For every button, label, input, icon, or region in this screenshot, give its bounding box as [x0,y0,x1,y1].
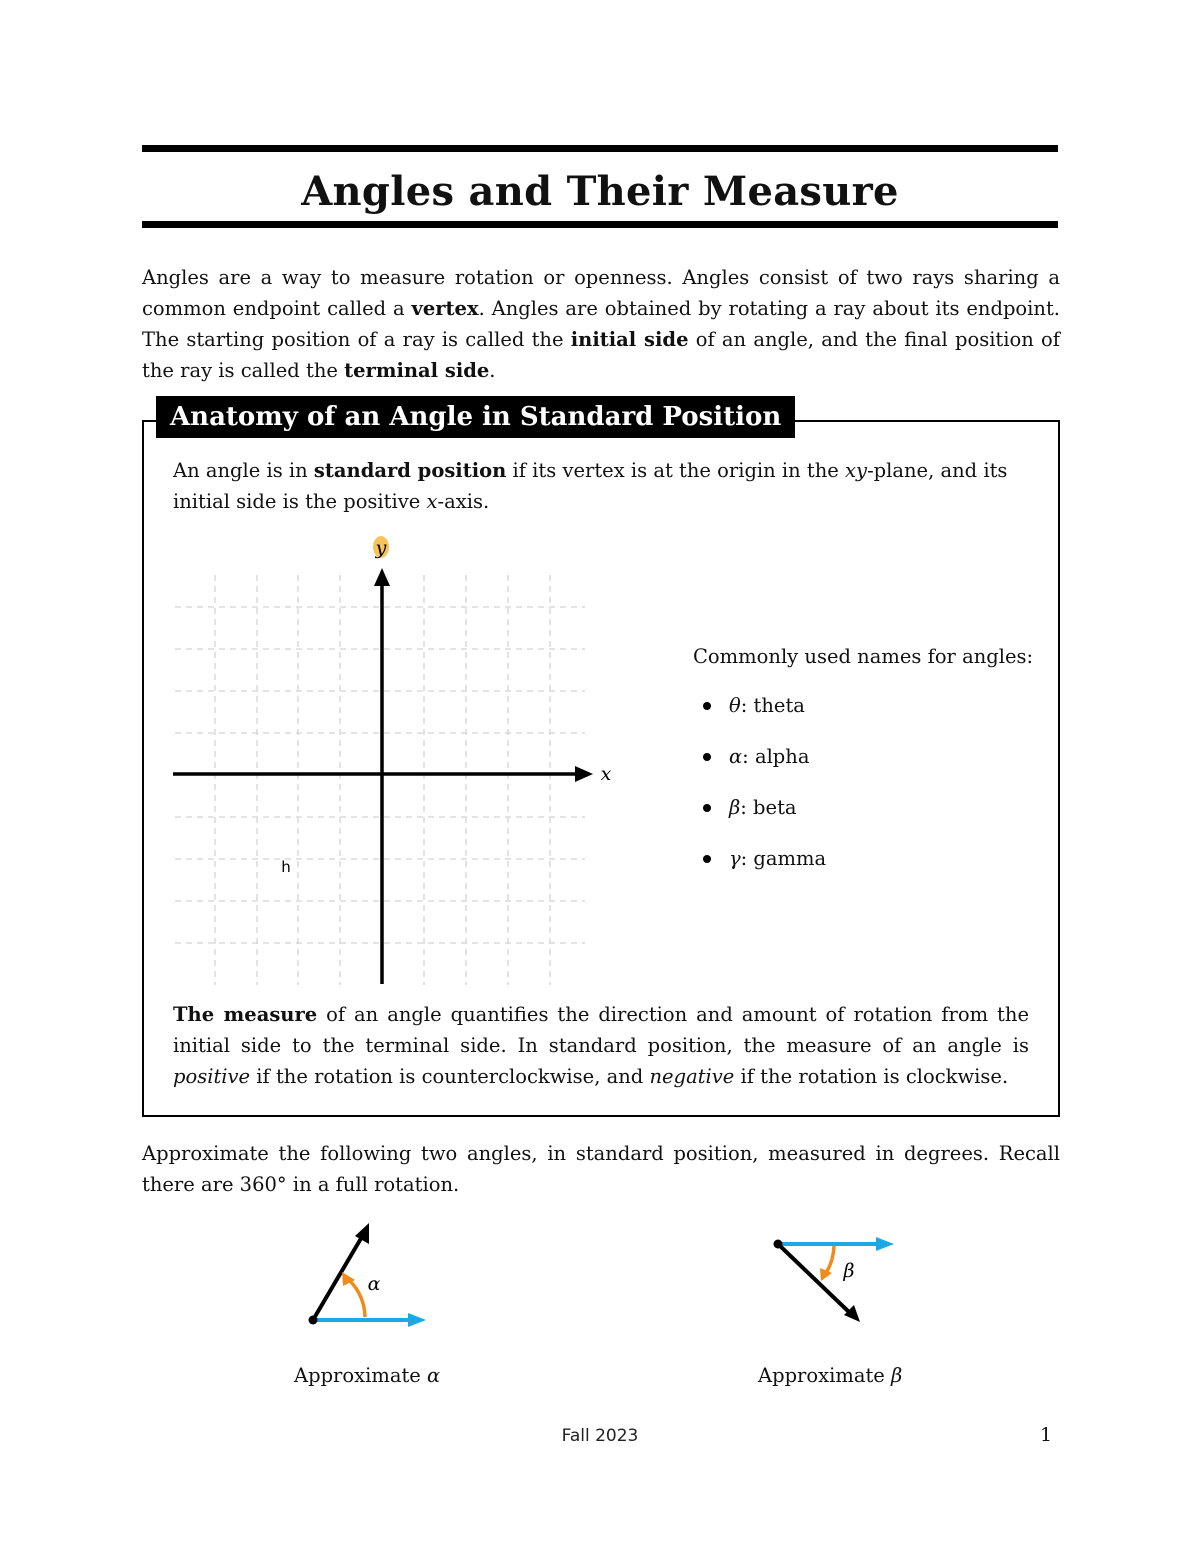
list-item: β: beta [693,792,1033,843]
beta-terminal-ray [778,1244,850,1313]
term-initial-side: initial side [570,328,689,351]
x-axis-arrowhead [575,766,593,782]
term-negative: negative [649,1065,735,1088]
list-item: θ: theta [693,690,1033,741]
grid-lines [175,575,585,985]
term-positive: positive [173,1065,251,1088]
list-item: α: alpha [693,741,1033,792]
x-axis-label: x [600,763,612,785]
definition-box-title: Anatomy of an Angle in Standard Position [156,396,795,438]
intro-paragraph: Angles are a way to measure rotation or openness. Angles consist of two rays sharing a common endpoint called a vertex. Angles are obtained by rotating a ray about its endpoint. The starting position of a ray is called the initial side of an angle, and the final position of the ray is called the terminal side. [142,266,1061,382]
alpha-initial-arrowhead [408,1313,426,1327]
y-axis-label: y [375,537,387,559]
alpha-caption: Approximate α [294,1364,441,1387]
term-measure: measure [223,1003,318,1026]
term-vertex: vertex [411,297,479,320]
beta-angle-figure [760,1225,910,1335]
beta-symbol: β [843,1260,855,1282]
beta-vertex [774,1240,783,1249]
standard-position-definition: An angle is in standard position if its vertex is at the origin in the xy-plane, and its initial side is the positive x-axis. [173,459,1008,513]
coordinate-plane [160,530,630,990]
page-title: Angles and Their Measure [301,168,899,215]
angle-names-list [693,641,1033,894]
title-underline [142,221,1058,228]
alpha-terminal-ray [313,1235,363,1320]
alpha-symbol: α [367,1273,381,1295]
alpha-arc [349,1280,365,1317]
angle-names-heading: Commonly used names for angles: [693,645,1034,668]
beta-caption: Approximate β [758,1364,903,1387]
top-rule [142,145,1058,152]
term-terminal-side: terminal side [344,359,490,382]
alpha-terminal-arrowhead [355,1223,369,1244]
stray-label: h [281,858,291,876]
y-axis-arrowhead [374,568,390,586]
measure-definition: The measure of an angle quantifies the direction and amount of rotation from the initial side to the terminal side. In standard position, the measure of an angle is positive if the rotation is counterclockwise, and negative if the rotation is clockwise. [173,1003,1029,1088]
beta-initial-arrowhead [876,1237,894,1251]
footer-term: Fall 2023 [561,1426,639,1446]
beta-arc [826,1246,834,1273]
alpha-angle-figure [290,1210,440,1330]
alpha-vertex [309,1316,318,1325]
approximation-prompt: Approximate the following two angles, in standard position, measured in degrees. Recall there are 360° in a full rotation. [142,1142,1060,1196]
page-number: 1 [1040,1424,1053,1446]
list-item: γ: gamma [693,843,1033,894]
term-standard-position: standard position [313,459,507,482]
